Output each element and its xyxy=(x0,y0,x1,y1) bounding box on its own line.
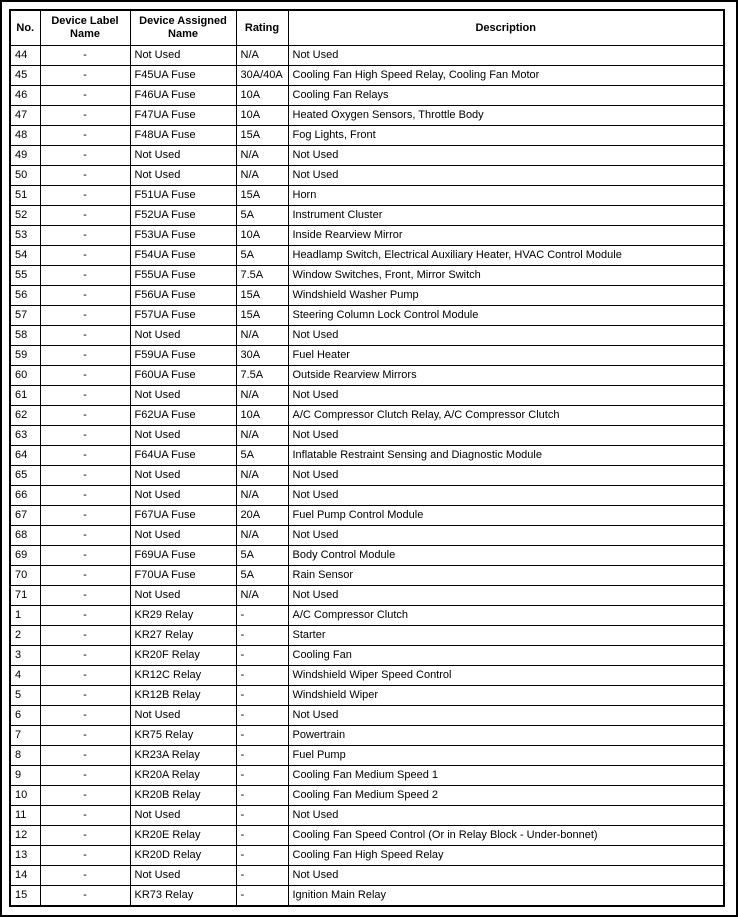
cell-description: Windshield Wiper Speed Control xyxy=(288,666,724,686)
table-row xyxy=(10,466,724,486)
cell-description: Not Used xyxy=(288,326,724,346)
table-row xyxy=(10,806,724,826)
cell-rating: - xyxy=(236,826,288,846)
table-row xyxy=(10,346,724,366)
cell-label: - xyxy=(40,166,130,186)
cell-label: - xyxy=(40,846,130,866)
cell-assigned: Not Used xyxy=(130,526,236,546)
cell-no: 50 xyxy=(10,166,40,186)
cell-rating: - xyxy=(236,746,288,766)
cell-no: 64 xyxy=(10,446,40,466)
cell-description: Not Used xyxy=(288,706,724,726)
cell-assigned: F52UA Fuse xyxy=(130,206,236,226)
cell-description: Windshield Wiper xyxy=(288,686,724,706)
cell-assigned: F60UA Fuse xyxy=(130,366,236,386)
cell-no: 62 xyxy=(10,406,40,426)
table-row xyxy=(10,386,724,406)
table-row xyxy=(10,326,724,346)
cell-assigned: F67UA Fuse xyxy=(130,506,236,526)
cell-assigned: Not Used xyxy=(130,146,236,166)
cell-label: - xyxy=(40,106,130,126)
cell-label: - xyxy=(40,886,130,907)
cell-label: - xyxy=(40,646,130,666)
cell-no: 55 xyxy=(10,266,40,286)
cell-description: Steering Column Lock Control Module xyxy=(288,306,724,326)
cell-assigned: F57UA Fuse xyxy=(130,306,236,326)
cell-description: Cooling Fan Relays xyxy=(288,86,724,106)
table-row xyxy=(10,766,724,786)
cell-assigned: KR29 Relay xyxy=(130,606,236,626)
table-row xyxy=(10,746,724,766)
cell-rating: 10A xyxy=(236,226,288,246)
cell-description: Inside Rearview Mirror xyxy=(288,226,724,246)
cell-description: Ignition Main Relay xyxy=(288,886,724,907)
cell-no: 11 xyxy=(10,806,40,826)
cell-no: 51 xyxy=(10,186,40,206)
cell-assigned: Not Used xyxy=(130,706,236,726)
cell-no: 45 xyxy=(10,66,40,86)
cell-description: Not Used xyxy=(288,806,724,826)
cell-label: - xyxy=(40,866,130,886)
cell-assigned: F54UA Fuse xyxy=(130,246,236,266)
cell-no: 69 xyxy=(10,546,40,566)
cell-description: Not Used xyxy=(288,586,724,606)
cell-description: Fog Lights, Front xyxy=(288,126,724,146)
cell-description: Body Control Module xyxy=(288,546,724,566)
table-row xyxy=(10,686,724,706)
cell-label: - xyxy=(40,746,130,766)
cell-no: 48 xyxy=(10,126,40,146)
cell-description: Fuel Pump Control Module xyxy=(288,506,724,526)
table-row xyxy=(10,206,724,226)
cell-assigned: Not Used xyxy=(130,426,236,446)
cell-label: - xyxy=(40,486,130,506)
cell-assigned: F51UA Fuse xyxy=(130,186,236,206)
cell-rating: 15A xyxy=(236,126,288,146)
cell-rating: 15A xyxy=(236,186,288,206)
cell-assigned: Not Used xyxy=(130,586,236,606)
cell-assigned: F69UA Fuse xyxy=(130,546,236,566)
cell-no: 70 xyxy=(10,566,40,586)
cell-description: Outside Rearview Mirrors xyxy=(288,366,724,386)
cell-label: - xyxy=(40,326,130,346)
cell-assigned: F47UA Fuse xyxy=(130,106,236,126)
cell-description: Not Used xyxy=(288,146,724,166)
cell-description: Inflatable Restraint Sensing and Diagnostic Module xyxy=(288,446,724,466)
cell-label: - xyxy=(40,306,130,326)
cell-label: - xyxy=(40,586,130,606)
cell-no: 9 xyxy=(10,766,40,786)
table-row xyxy=(10,886,724,907)
cell-label: - xyxy=(40,726,130,746)
cell-rating: N/A xyxy=(236,166,288,186)
cell-rating: 10A xyxy=(236,86,288,106)
cell-no: 10 xyxy=(10,786,40,806)
cell-assigned: Not Used xyxy=(130,866,236,886)
table-row xyxy=(10,586,724,606)
cell-rating: 30A xyxy=(236,346,288,366)
cell-no: 58 xyxy=(10,326,40,346)
cell-no: 12 xyxy=(10,826,40,846)
cell-rating: 10A xyxy=(236,406,288,426)
cell-description: Windshield Washer Pump xyxy=(288,286,724,306)
table-row xyxy=(10,526,724,546)
table-row xyxy=(10,826,724,846)
cell-label: - xyxy=(40,806,130,826)
cell-assigned: Not Used xyxy=(130,46,236,66)
cell-no: 14 xyxy=(10,866,40,886)
cell-description: Not Used xyxy=(288,386,724,406)
cell-assigned: F56UA Fuse xyxy=(130,286,236,306)
cell-no: 49 xyxy=(10,146,40,166)
cell-rating: - xyxy=(236,866,288,886)
cell-description: Cooling Fan High Speed Relay xyxy=(288,846,724,866)
table-row xyxy=(10,86,724,106)
cell-label: - xyxy=(40,686,130,706)
cell-no: 6 xyxy=(10,706,40,726)
cell-assigned: KR23A Relay xyxy=(130,746,236,766)
cell-no: 63 xyxy=(10,426,40,446)
table-row xyxy=(10,66,724,86)
table-row xyxy=(10,786,724,806)
cell-label: - xyxy=(40,266,130,286)
table-row xyxy=(10,246,724,266)
cell-rating: 5A xyxy=(236,206,288,226)
cell-no: 4 xyxy=(10,666,40,686)
cell-assigned: F62UA Fuse xyxy=(130,406,236,426)
table-row xyxy=(10,46,724,66)
cell-no: 65 xyxy=(10,466,40,486)
cell-rating: 7.5A xyxy=(236,266,288,286)
cell-no: 8 xyxy=(10,746,40,766)
table-row xyxy=(10,846,724,866)
cell-no: 2 xyxy=(10,626,40,646)
cell-description: Rain Sensor xyxy=(288,566,724,586)
cell-description: Cooling Fan xyxy=(288,646,724,666)
cell-description: Instrument Cluster xyxy=(288,206,724,226)
cell-label: - xyxy=(40,446,130,466)
cell-no: 53 xyxy=(10,226,40,246)
cell-no: 1 xyxy=(10,606,40,626)
cell-rating: - xyxy=(236,686,288,706)
cell-label: - xyxy=(40,666,130,686)
cell-label: - xyxy=(40,506,130,526)
cell-label: - xyxy=(40,286,130,306)
cell-assigned: F64UA Fuse xyxy=(130,446,236,466)
cell-description: Cooling Fan High Speed Relay, Cooling Fan Motor xyxy=(288,66,724,86)
cell-description: Powertrain xyxy=(288,726,724,746)
cell-rating: 5A xyxy=(236,546,288,566)
table-row xyxy=(10,106,724,126)
table-row xyxy=(10,266,724,286)
cell-assigned: Not Used xyxy=(130,386,236,406)
cell-label: - xyxy=(40,426,130,446)
cell-rating: - xyxy=(236,666,288,686)
cell-no: 3 xyxy=(10,646,40,666)
cell-rating: 5A xyxy=(236,566,288,586)
cell-description: Not Used xyxy=(288,526,724,546)
cell-rating: - xyxy=(236,606,288,626)
cell-assigned: KR12B Relay xyxy=(130,686,236,706)
cell-assigned: KR73 Relay xyxy=(130,886,236,907)
cell-label: - xyxy=(40,626,130,646)
cell-label: - xyxy=(40,606,130,626)
cell-label: - xyxy=(40,66,130,86)
cell-rating: - xyxy=(236,726,288,746)
table-row xyxy=(10,626,724,646)
table-row xyxy=(10,486,724,506)
cell-rating: N/A xyxy=(236,486,288,506)
cell-description: Window Switches, Front, Mirror Switch xyxy=(288,266,724,286)
cell-assigned: KR20A Relay xyxy=(130,766,236,786)
cell-no: 47 xyxy=(10,106,40,126)
cell-rating: N/A xyxy=(236,326,288,346)
cell-no: 15 xyxy=(10,886,40,907)
fuse-relay-table xyxy=(9,9,725,907)
cell-description: Cooling Fan Speed Control (Or in Relay Block - Under-bonnet) xyxy=(288,826,724,846)
cell-assigned: F70UA Fuse xyxy=(130,566,236,586)
cell-assigned: F48UA Fuse xyxy=(130,126,236,146)
cell-description: Starter xyxy=(288,626,724,646)
cell-description: Headlamp Switch, Electrical Auxiliary Heater, HVAC Control Module xyxy=(288,246,724,266)
cell-no: 61 xyxy=(10,386,40,406)
cell-label: - xyxy=(40,466,130,486)
cell-description: Fuel Pump xyxy=(288,746,724,766)
table-row xyxy=(10,186,724,206)
cell-rating: 20A xyxy=(236,506,288,526)
cell-description: Horn xyxy=(288,186,724,206)
header-rating: Rating xyxy=(236,10,288,46)
cell-rating: N/A xyxy=(236,586,288,606)
table-row xyxy=(10,866,724,886)
cell-rating: - xyxy=(236,786,288,806)
cell-rating: N/A xyxy=(236,386,288,406)
cell-assigned: KR20E Relay xyxy=(130,826,236,846)
header-description: Description xyxy=(288,10,724,46)
cell-rating: - xyxy=(236,706,288,726)
cell-rating: - xyxy=(236,646,288,666)
cell-no: 44 xyxy=(10,46,40,66)
table-row xyxy=(10,286,724,306)
cell-label: - xyxy=(40,186,130,206)
cell-assigned: KR20D Relay xyxy=(130,846,236,866)
cell-description: Not Used xyxy=(288,866,724,886)
cell-label: - xyxy=(40,526,130,546)
cell-no: 5 xyxy=(10,686,40,706)
table-row xyxy=(10,566,724,586)
cell-no: 68 xyxy=(10,526,40,546)
cell-assigned: F46UA Fuse xyxy=(130,86,236,106)
table-row xyxy=(10,446,724,466)
cell-assigned: F53UA Fuse xyxy=(130,226,236,246)
cell-assigned: Not Used xyxy=(130,806,236,826)
cell-rating: N/A xyxy=(236,426,288,446)
cell-label: - xyxy=(40,826,130,846)
cell-assigned: Not Used xyxy=(130,166,236,186)
cell-label: - xyxy=(40,226,130,246)
table-body xyxy=(10,46,724,907)
cell-rating: N/A xyxy=(236,466,288,486)
cell-assigned: Not Used xyxy=(130,326,236,346)
cell-assigned: F59UA Fuse xyxy=(130,346,236,366)
cell-description: A/C Compressor Clutch Relay, A/C Compressor Clutch xyxy=(288,406,724,426)
table-row xyxy=(10,306,724,326)
header-device-assigned-name: Device Assigned Name xyxy=(130,10,236,46)
cell-no: 52 xyxy=(10,206,40,226)
table-row xyxy=(10,226,724,246)
table-row xyxy=(10,426,724,446)
cell-description: Heated Oxygen Sensors, Throttle Body xyxy=(288,106,724,126)
cell-rating: 7.5A xyxy=(236,366,288,386)
cell-description: Not Used xyxy=(288,166,724,186)
cell-description: Fuel Heater xyxy=(288,346,724,366)
table-header-row xyxy=(10,10,724,46)
cell-assigned: KR20B Relay xyxy=(130,786,236,806)
cell-no: 59 xyxy=(10,346,40,366)
header-no: No. xyxy=(10,10,40,46)
cell-no: 56 xyxy=(10,286,40,306)
table-row xyxy=(10,126,724,146)
cell-assigned: KR12C Relay xyxy=(130,666,236,686)
cell-label: - xyxy=(40,366,130,386)
cell-label: - xyxy=(40,146,130,166)
cell-rating: 5A xyxy=(236,246,288,266)
cell-label: - xyxy=(40,346,130,366)
table-row xyxy=(10,666,724,686)
cell-label: - xyxy=(40,406,130,426)
table-row xyxy=(10,646,724,666)
cell-label: - xyxy=(40,246,130,266)
table-row xyxy=(10,726,724,746)
cell-no: 66 xyxy=(10,486,40,506)
cell-label: - xyxy=(40,206,130,226)
cell-label: - xyxy=(40,386,130,406)
cell-label: - xyxy=(40,766,130,786)
cell-label: - xyxy=(40,126,130,146)
cell-assigned: KR27 Relay xyxy=(130,626,236,646)
cell-rating: N/A xyxy=(236,526,288,546)
cell-assigned: Not Used xyxy=(130,466,236,486)
cell-no: 7 xyxy=(10,726,40,746)
table-row xyxy=(10,606,724,626)
cell-rating: N/A xyxy=(236,46,288,66)
cell-no: 71 xyxy=(10,586,40,606)
table-row xyxy=(10,506,724,526)
cell-label: - xyxy=(40,46,130,66)
cell-no: 60 xyxy=(10,366,40,386)
table-row xyxy=(10,146,724,166)
cell-label: - xyxy=(40,786,130,806)
cell-assigned: Not Used xyxy=(130,486,236,506)
cell-rating: - xyxy=(236,626,288,646)
cell-no: 57 xyxy=(10,306,40,326)
cell-assigned: F55UA Fuse xyxy=(130,266,236,286)
table-row xyxy=(10,166,724,186)
cell-assigned: KR75 Relay xyxy=(130,726,236,746)
header-device-label-name: Device Label Name xyxy=(40,10,130,46)
table-row xyxy=(10,706,724,726)
cell-label: - xyxy=(40,566,130,586)
cell-rating: - xyxy=(236,886,288,907)
cell-rating: - xyxy=(236,806,288,826)
cell-no: 67 xyxy=(10,506,40,526)
cell-rating: 15A xyxy=(236,306,288,326)
cell-rating: N/A xyxy=(236,146,288,166)
table-row xyxy=(10,546,724,566)
cell-rating: 30A/40A xyxy=(236,66,288,86)
cell-label: - xyxy=(40,546,130,566)
cell-no: 54 xyxy=(10,246,40,266)
cell-label: - xyxy=(40,706,130,726)
cell-no: 13 xyxy=(10,846,40,866)
cell-description: Not Used xyxy=(288,426,724,446)
cell-rating: 5A xyxy=(236,446,288,466)
cell-description: Not Used xyxy=(288,46,724,66)
cell-description: Not Used xyxy=(288,486,724,506)
cell-assigned: KR20F Relay xyxy=(130,646,236,666)
cell-rating: 15A xyxy=(236,286,288,306)
cell-assigned: F45UA Fuse xyxy=(130,66,236,86)
table-row xyxy=(10,406,724,426)
cell-no: 46 xyxy=(10,86,40,106)
cell-rating: 10A xyxy=(236,106,288,126)
cell-description: Not Used xyxy=(288,466,724,486)
cell-description: Cooling Fan Medium Speed 1 xyxy=(288,766,724,786)
cell-label: - xyxy=(40,86,130,106)
cell-description: A/C Compressor Clutch xyxy=(288,606,724,626)
cell-rating: - xyxy=(236,766,288,786)
cell-rating: - xyxy=(236,846,288,866)
table-row xyxy=(10,366,724,386)
cell-description: Cooling Fan Medium Speed 2 xyxy=(288,786,724,806)
